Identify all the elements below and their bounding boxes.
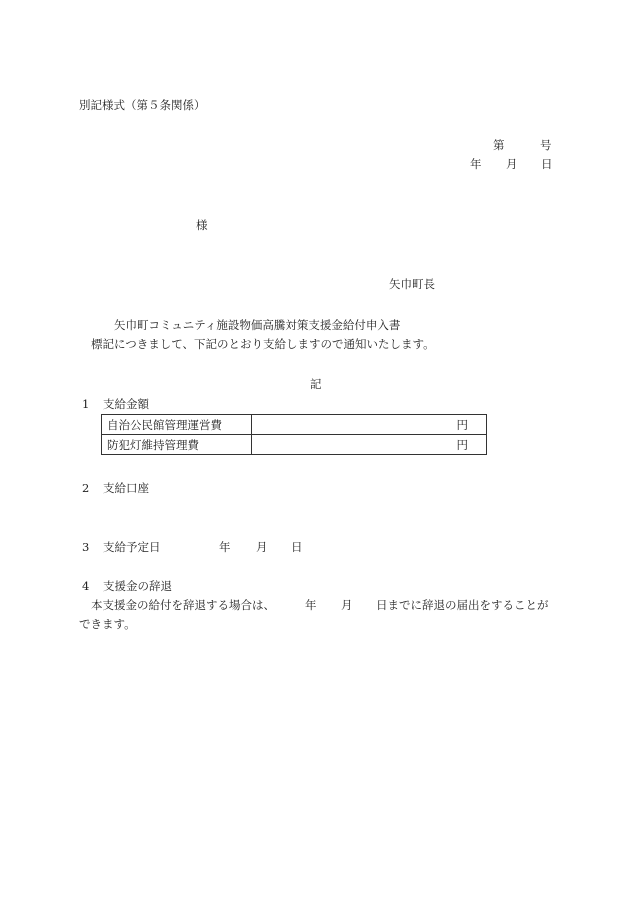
date-year: 年	[470, 157, 482, 171]
withdrawal-year: 年	[305, 598, 317, 612]
section-1-number: 1	[82, 397, 90, 411]
section-2-title: 支給口座	[103, 481, 149, 495]
number-suffix: 号	[540, 138, 552, 152]
intro-text: 標記につきまして、下記のとおり支給しますので通知いたします。	[91, 337, 435, 351]
sender: 矢巾町長	[389, 277, 435, 291]
withdrawal-text-b: 日までに辞退の届出をすることが	[376, 598, 549, 612]
section-3-day: 日	[291, 540, 303, 554]
amount-unit: 円	[252, 415, 487, 435]
document-title: 矢巾町コミュニティ施設物価高騰対策支援金給付申入書	[114, 318, 401, 332]
date-month: 月	[506, 157, 518, 171]
ki-heading: 記	[310, 377, 322, 391]
table-row	[102, 415, 487, 435]
section-4-number: 4	[82, 579, 90, 593]
form-label: 別記様式（第５条関係）	[79, 98, 206, 112]
addressee-honorific: 様	[196, 218, 208, 232]
section-3-month: 月	[256, 540, 268, 554]
amount-unit: 円	[252, 435, 487, 455]
section-3-year: 年	[219, 540, 231, 554]
amount-table	[101, 414, 487, 455]
amount-item: 防犯灯維持管理費	[102, 435, 252, 455]
withdrawal-text-a: 本支援金の給付を辞退する場合は、	[91, 598, 275, 612]
section-1-title: 支給金額	[103, 397, 149, 411]
withdrawal-text-c: できます。	[79, 617, 136, 631]
section-3-number: 3	[82, 540, 90, 554]
section-2-number: 2	[82, 481, 90, 495]
number-prefix: 第	[493, 138, 505, 152]
amount-item: 自治公民館管理運営費	[102, 415, 252, 435]
withdrawal-month: 月	[341, 598, 353, 612]
section-3-title: 支給予定日	[103, 540, 161, 554]
date-day: 日	[541, 157, 553, 171]
table-row	[102, 435, 487, 455]
section-4-title: 支援金の辞退	[103, 579, 172, 593]
